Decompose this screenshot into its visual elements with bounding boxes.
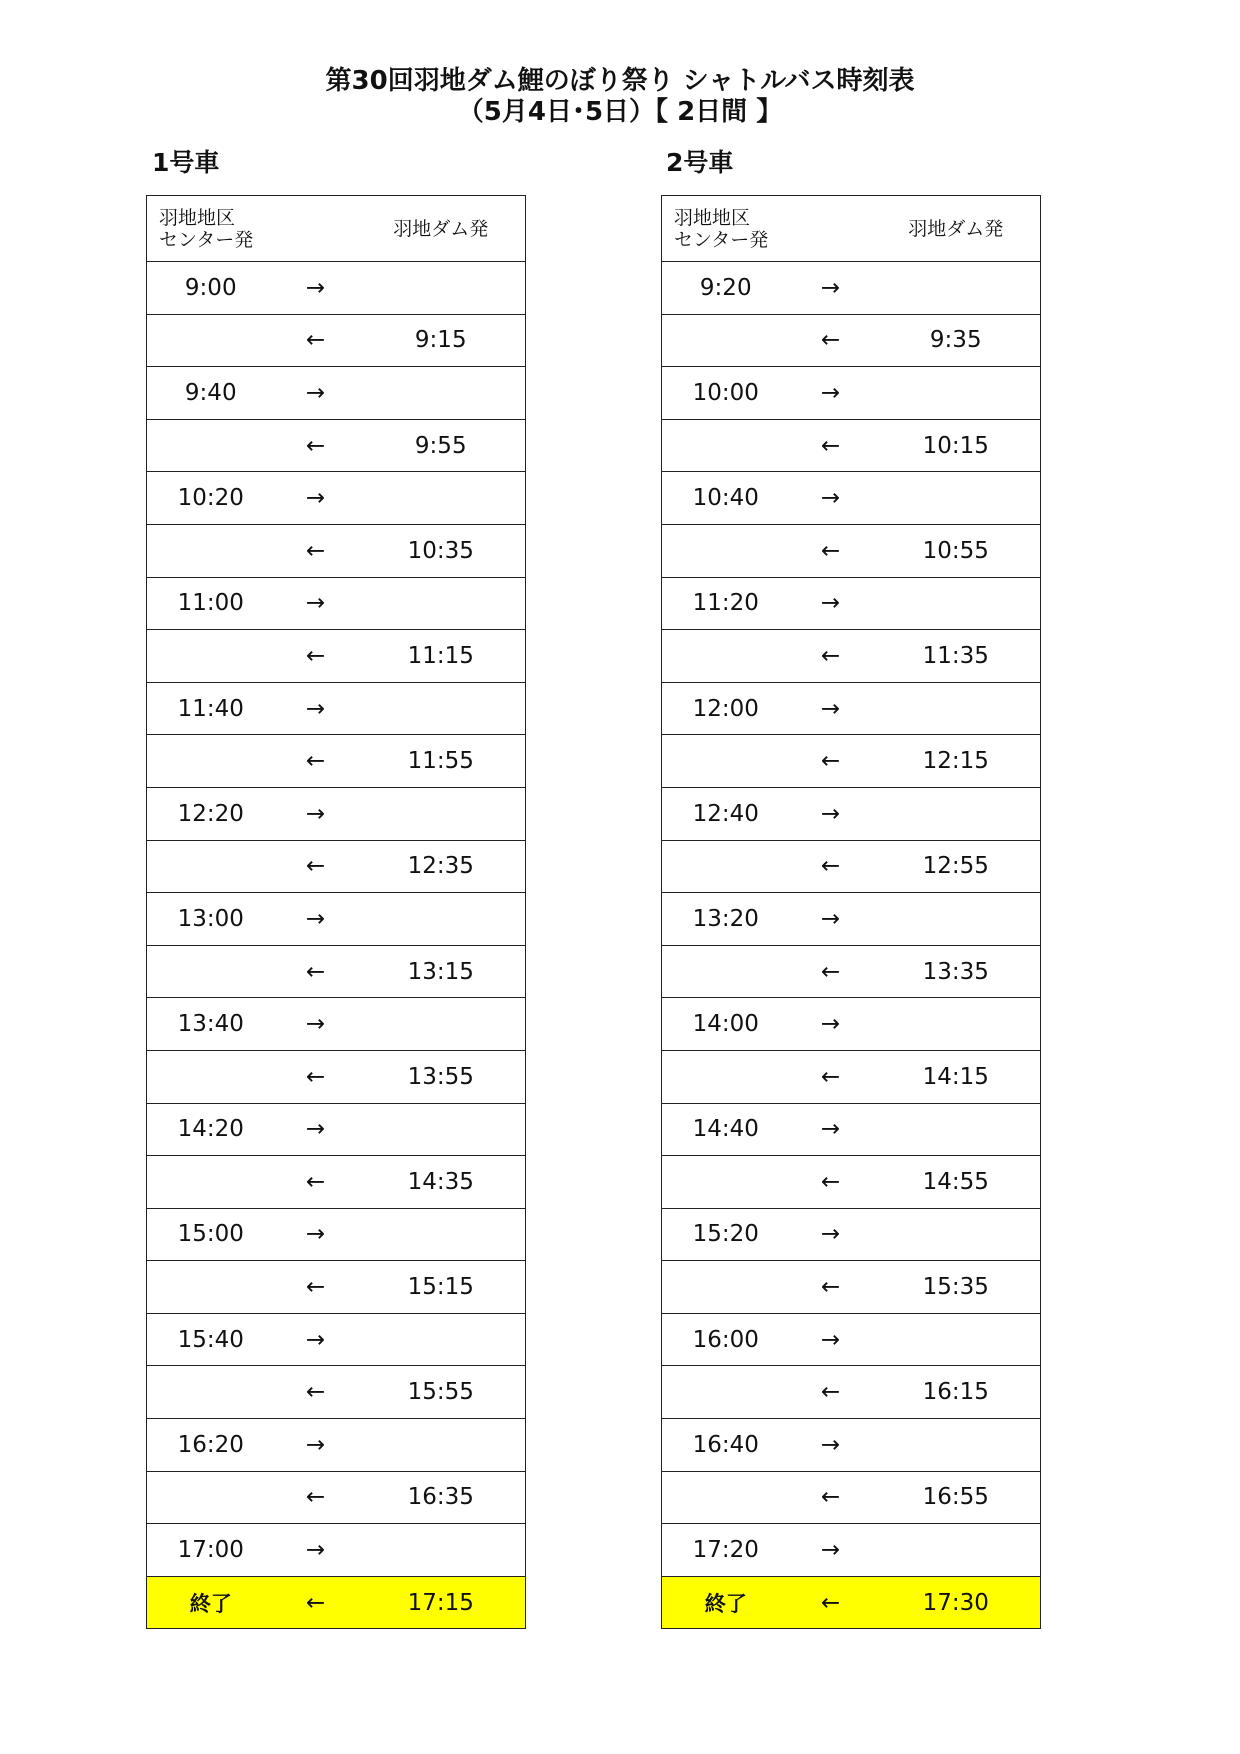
depart-dam-time: 12:55 <box>872 840 1041 893</box>
arrow-right-icon: → <box>275 1103 357 1156</box>
table-row <box>662 472 1041 525</box>
car-1-label: 1号車 <box>152 148 220 177</box>
table-row <box>662 524 1041 577</box>
table-row <box>147 1261 526 1314</box>
arrow-right-icon: → <box>790 1103 872 1156</box>
arrow-right-icon: → <box>790 1524 872 1577</box>
depart-dam-time: 16:35 <box>357 1471 526 1524</box>
arrow-right-icon: → <box>790 472 872 525</box>
arrow-left-icon: ← <box>275 735 357 788</box>
arrow-right-icon: → <box>790 893 872 946</box>
table-row <box>147 472 526 525</box>
depart-center-time <box>662 419 790 472</box>
depart-center-time: 17:20 <box>662 1524 790 1577</box>
table-row <box>147 1208 526 1261</box>
depart-dam-time <box>872 787 1041 840</box>
depart-center-time: 9:20 <box>662 262 790 315</box>
depart-dam-time: 9:15 <box>357 314 526 367</box>
depart-center-time: 11:40 <box>147 682 275 735</box>
arrow-left-icon: ← <box>790 1471 872 1524</box>
arrow-right-icon: → <box>275 472 357 525</box>
table-row <box>662 682 1041 735</box>
depart-center-time: 11:00 <box>147 577 275 630</box>
depart-dam-time: 11:35 <box>872 630 1041 683</box>
depart-center-time <box>662 945 790 998</box>
table-row <box>147 945 526 998</box>
depart-center-time <box>147 1366 275 1419</box>
depart-center-time <box>147 1261 275 1314</box>
arrow-left-icon: ← <box>275 1471 357 1524</box>
table-row <box>662 262 1041 315</box>
arrow-left-icon: ← <box>275 419 357 472</box>
arrow-left-icon: ← <box>790 1156 872 1209</box>
table-row <box>147 1524 526 1577</box>
depart-center-time <box>662 1156 790 1209</box>
depart-center-time: 15:40 <box>147 1313 275 1366</box>
table-row <box>662 314 1041 367</box>
depart-center-time: 16:40 <box>662 1419 790 1472</box>
table-row <box>662 1156 1041 1209</box>
table-row <box>147 893 526 946</box>
arrow-left-icon: ← <box>790 524 872 577</box>
depart-dam-time: 10:15 <box>872 419 1041 472</box>
table-row <box>662 735 1041 788</box>
arrow-left-icon: ← <box>275 1050 357 1103</box>
table-row <box>662 367 1041 420</box>
table-row <box>662 840 1041 893</box>
depart-dam-time: 10:35 <box>357 524 526 577</box>
depart-center-time: 10:40 <box>662 472 790 525</box>
arrow-right-icon: → <box>790 1208 872 1261</box>
depart-dam-time <box>872 1524 1041 1577</box>
depart-center-time: 14:40 <box>662 1103 790 1156</box>
table-row <box>147 577 526 630</box>
table-row <box>147 419 526 472</box>
depart-dam-time <box>357 262 526 315</box>
table-row <box>662 1261 1041 1314</box>
depart-center-time <box>147 735 275 788</box>
depart-dam-time: 14:55 <box>872 1156 1041 1209</box>
arrow-right-icon: → <box>790 367 872 420</box>
depart-dam-time: 13:15 <box>357 945 526 998</box>
depart-center-time: 終了 <box>147 1576 275 1629</box>
arrow-left-icon: ← <box>275 630 357 683</box>
depart-center-time <box>662 1261 790 1314</box>
table-row <box>147 840 526 893</box>
table-row <box>662 1471 1041 1524</box>
arrow-left-icon: ← <box>275 524 357 577</box>
depart-dam-time: 11:15 <box>357 630 526 683</box>
depart-dam-time <box>357 1103 526 1156</box>
timetable-header <box>147 196 526 262</box>
depart-center-time: 12:00 <box>662 682 790 735</box>
table-row <box>147 1313 526 1366</box>
arrow-right-icon: → <box>275 682 357 735</box>
depart-dam-time: 11:55 <box>357 735 526 788</box>
depart-dam-time <box>872 1313 1041 1366</box>
depart-dam-time: 15:15 <box>357 1261 526 1314</box>
arrow-left-icon: ← <box>275 1576 357 1629</box>
arrow-left-icon: ← <box>790 630 872 683</box>
table-row <box>147 1156 526 1209</box>
arrow-right-icon: → <box>275 577 357 630</box>
depart-center-time <box>147 1050 275 1103</box>
depart-dam-time <box>872 472 1041 525</box>
depart-center-time: 14:20 <box>147 1103 275 1156</box>
depart-dam-time: 17:15 <box>357 1576 526 1629</box>
arrow-right-icon: → <box>275 1419 357 1472</box>
depart-center-time <box>147 419 275 472</box>
depart-center-time: 9:40 <box>147 367 275 420</box>
table-row <box>662 945 1041 998</box>
arrow-left-icon: ← <box>275 314 357 367</box>
arrow-left-icon: ← <box>275 1156 357 1209</box>
depart-dam-time <box>872 262 1041 315</box>
car-2-label: 2号車 <box>666 148 734 177</box>
depart-dam-time: 9:35 <box>872 314 1041 367</box>
depart-center-time: 13:20 <box>662 893 790 946</box>
depart-dam-time <box>357 787 526 840</box>
table-row <box>147 998 526 1051</box>
depart-center-time <box>662 1050 790 1103</box>
depart-dam-time <box>357 1524 526 1577</box>
depart-dam-time <box>357 1419 526 1472</box>
table-row <box>147 630 526 683</box>
table-row <box>147 314 526 367</box>
depart-center-time: 17:00 <box>147 1524 275 1577</box>
depart-dam-time: 16:55 <box>872 1471 1041 1524</box>
car-1-timetable <box>146 195 526 1629</box>
table-row <box>147 1419 526 1472</box>
depart-center-time <box>147 524 275 577</box>
depart-center-time <box>662 1366 790 1419</box>
header-spacer <box>275 196 357 262</box>
arrow-left-icon: ← <box>275 1261 357 1314</box>
depart-center-time: 12:20 <box>147 787 275 840</box>
depart-center-time <box>147 1156 275 1209</box>
arrow-right-icon: → <box>275 998 357 1051</box>
arrow-right-icon: → <box>275 893 357 946</box>
depart-center-time <box>147 1471 275 1524</box>
depart-center-time <box>662 314 790 367</box>
arrow-left-icon: ← <box>275 840 357 893</box>
arrow-right-icon: → <box>790 998 872 1051</box>
table-row <box>662 998 1041 1051</box>
depart-dam-time: 15:55 <box>357 1366 526 1419</box>
depart-center-time <box>147 630 275 683</box>
table-row <box>662 1524 1041 1577</box>
arrow-right-icon: → <box>275 1208 357 1261</box>
table-row <box>662 419 1041 472</box>
depart-dam-time <box>357 367 526 420</box>
table-row <box>662 1419 1041 1472</box>
depart-dam-time <box>872 577 1041 630</box>
arrow-left-icon: ← <box>275 1366 357 1419</box>
arrow-right-icon: → <box>275 1313 357 1366</box>
table-row <box>662 1313 1041 1366</box>
depart-center-time: 終了 <box>662 1576 790 1629</box>
depart-center-time: 16:20 <box>147 1419 275 1472</box>
depart-center-time: 12:40 <box>662 787 790 840</box>
page-subtitle: （5月4日･5日）【 2日間 】 <box>457 97 783 127</box>
depart-dam-time <box>872 1419 1041 1472</box>
depart-dam-time: 12:35 <box>357 840 526 893</box>
depart-dam-time: 12:15 <box>872 735 1041 788</box>
depart-center-time: 9:00 <box>147 262 275 315</box>
arrow-left-icon: ← <box>790 1261 872 1314</box>
arrow-right-icon: → <box>790 1419 872 1472</box>
table-row <box>662 1366 1041 1419</box>
depart-center-time: 11:20 <box>662 577 790 630</box>
table-row-end <box>147 1576 526 1629</box>
depart-center-time <box>662 735 790 788</box>
depart-dam-time <box>357 893 526 946</box>
table-row-end <box>662 1576 1041 1629</box>
table-row <box>662 1103 1041 1156</box>
header-from-center: 羽地地区 センター発 <box>662 196 790 262</box>
depart-center-time <box>662 630 790 683</box>
arrow-right-icon: → <box>275 787 357 840</box>
arrow-right-icon: → <box>275 1524 357 1577</box>
depart-dam-time <box>872 682 1041 735</box>
depart-center-time <box>662 524 790 577</box>
depart-center-time: 13:00 <box>147 893 275 946</box>
table-row <box>662 630 1041 683</box>
depart-dam-time <box>357 682 526 735</box>
table-row <box>662 1208 1041 1261</box>
table-row <box>147 1366 526 1419</box>
table-row <box>147 787 526 840</box>
arrow-right-icon: → <box>790 1313 872 1366</box>
header-from-dam: 羽地ダム発 <box>872 196 1041 262</box>
depart-center-time: 13:40 <box>147 998 275 1051</box>
table-row <box>662 787 1041 840</box>
depart-dam-time: 17:30 <box>872 1576 1041 1629</box>
depart-dam-time <box>357 1313 526 1366</box>
table-row <box>662 577 1041 630</box>
arrow-left-icon: ← <box>790 1576 872 1629</box>
page-title: 第30回羽地ダム鯉のぼり祭り シャトルバス時刻表 <box>325 66 915 96</box>
arrow-right-icon: → <box>790 577 872 630</box>
depart-center-time: 10:00 <box>662 367 790 420</box>
depart-dam-time <box>357 472 526 525</box>
table-row <box>662 893 1041 946</box>
table-row <box>147 262 526 315</box>
depart-dam-time: 14:35 <box>357 1156 526 1209</box>
table-row <box>147 735 526 788</box>
depart-dam-time <box>872 1103 1041 1156</box>
depart-dam-time: 16:15 <box>872 1366 1041 1419</box>
depart-center-time: 15:20 <box>662 1208 790 1261</box>
arrow-left-icon: ← <box>790 314 872 367</box>
table-row <box>147 682 526 735</box>
depart-center-time <box>147 945 275 998</box>
depart-center-time <box>147 840 275 893</box>
table-row <box>147 367 526 420</box>
header-from-dam: 羽地ダム発 <box>357 196 526 262</box>
depart-center-time <box>147 314 275 367</box>
depart-center-time: 15:00 <box>147 1208 275 1261</box>
depart-dam-time: 10:55 <box>872 524 1041 577</box>
arrow-left-icon: ← <box>790 1050 872 1103</box>
depart-dam-time: 14:15 <box>872 1050 1041 1103</box>
arrow-left-icon: ← <box>275 945 357 998</box>
depart-dam-time: 9:55 <box>357 419 526 472</box>
timetable-header <box>662 196 1041 262</box>
arrow-right-icon: → <box>790 787 872 840</box>
depart-center-time <box>662 1471 790 1524</box>
depart-dam-time <box>357 577 526 630</box>
depart-dam-time: 13:55 <box>357 1050 526 1103</box>
arrow-right-icon: → <box>790 682 872 735</box>
depart-center-time: 10:20 <box>147 472 275 525</box>
depart-dam-time <box>872 893 1041 946</box>
depart-dam-time <box>872 1208 1041 1261</box>
depart-center-time <box>662 840 790 893</box>
depart-dam-time <box>872 367 1041 420</box>
arrow-left-icon: ← <box>790 1366 872 1419</box>
depart-dam-time: 15:35 <box>872 1261 1041 1314</box>
arrow-left-icon: ← <box>790 840 872 893</box>
header-from-center: 羽地地区 センター発 <box>147 196 275 262</box>
table-row <box>147 1471 526 1524</box>
depart-dam-time: 13:35 <box>872 945 1041 998</box>
header-spacer <box>790 196 872 262</box>
depart-center-time: 14:00 <box>662 998 790 1051</box>
table-row <box>147 1103 526 1156</box>
car-2-timetable <box>661 195 1041 1629</box>
depart-dam-time <box>357 998 526 1051</box>
table-row <box>147 524 526 577</box>
arrow-left-icon: ← <box>790 735 872 788</box>
arrow-left-icon: ← <box>790 419 872 472</box>
depart-dam-time <box>357 1208 526 1261</box>
table-row <box>147 1050 526 1103</box>
arrow-left-icon: ← <box>790 945 872 998</box>
arrow-right-icon: → <box>790 262 872 315</box>
arrow-right-icon: → <box>275 367 357 420</box>
arrow-right-icon: → <box>275 262 357 315</box>
table-row <box>662 1050 1041 1103</box>
depart-center-time: 16:00 <box>662 1313 790 1366</box>
depart-dam-time <box>872 998 1041 1051</box>
